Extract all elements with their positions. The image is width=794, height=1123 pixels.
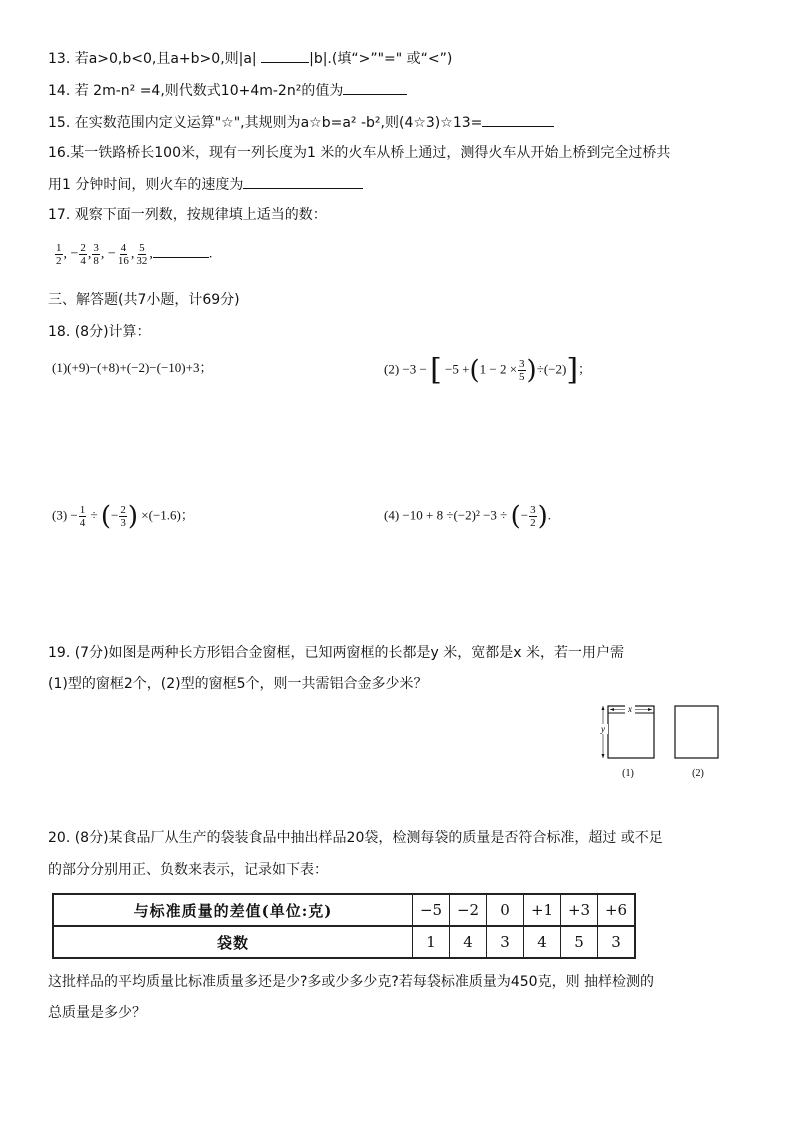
q20-line4-text: 总质量是多少？	[48, 1005, 146, 1021]
question-20-line2	[48, 860, 328, 880]
q15-text: 15. 在实数范围内定义运算"☆",其规则为a☆b=a² -b²,则(4☆3)☆13=	[48, 115, 483, 131]
window-frame-2	[675, 706, 718, 758]
q19-line2-text: (1)型的窗框2个，(2)型的窗框5个，则一共需铝合金多少米？	[48, 676, 428, 692]
q17-sequence	[54, 242, 212, 267]
question-13	[48, 48, 452, 69]
q20-line2-text: 的部分分别用正、负数来表示，记录如下表：	[48, 862, 328, 878]
section-3-heading	[48, 290, 240, 310]
q18-p2-d: ÷(−2)	[536, 361, 567, 377]
seq-sign: −	[107, 246, 116, 262]
table-row-header: 与标准质量的差值(单位:克)	[53, 894, 413, 926]
q13-answer-blank[interactable]	[261, 48, 309, 63]
q18-p4-end: .	[547, 507, 551, 523]
seq-tail: .	[208, 246, 213, 262]
seq-separator: ,	[63, 246, 67, 262]
frame-1-caption: (1)	[622, 768, 634, 779]
seq-sign: −	[70, 246, 79, 262]
q18-p2-a: (2) −3 −	[384, 361, 427, 377]
table-cell: 3	[598, 926, 636, 958]
table-cell: −5	[413, 894, 450, 926]
seq-fraction: $\frac{2}{4}$	[80, 242, 86, 267]
question-19-line1	[48, 643, 624, 663]
q18-p4-fraction: $\frac{3}{2}$	[530, 504, 536, 529]
table-cell: +1	[524, 894, 561, 926]
q13-text-b: |b|.(填“>”"=" 或“<”)	[309, 51, 453, 67]
seq-separator: ,	[87, 246, 92, 262]
y-label: y	[601, 724, 605, 734]
q20-line3-text: 这批样品的平均质量比标准质量多还是少?多或少多少克?若每袋标准质量为450克，则 抽样检测的	[48, 974, 655, 990]
table-cell: 1	[413, 926, 450, 958]
q18-p3-a: (3) −	[52, 507, 78, 523]
q17-text: 17. 观察下面一列数，按规律填上适当的数：	[48, 207, 327, 223]
q18-title: 18. (8分)计算：	[48, 324, 151, 340]
question-20-line1	[48, 828, 663, 848]
seq-fraction: $\frac{1}{2}$	[56, 242, 62, 267]
seq-fraction: $\frac{4}{16}$	[117, 242, 129, 267]
q16-line2-text: 用1 分钟时间，则火车的速度为	[48, 177, 244, 193]
q18-part-2: (2) −3 − [ −5 +(1 − 2 × $\frac{3}{5}$ )÷(−2)]；	[384, 352, 592, 388]
q16-answer-blank[interactable]	[243, 174, 363, 189]
x-label: x	[628, 704, 632, 714]
q18-p3-fraction-1: $\frac{1}{4}$	[79, 504, 86, 529]
q18-part-4: (4) −10 + 8 ÷(−2)² −3 ÷ (− $\frac{3}{2}$ ).	[384, 501, 551, 532]
question-16-line1	[48, 143, 670, 163]
q20-line1-text: 20. (8分)某食品厂从生产的袋装食品中抽出样品20袋，检测每袋的质量是否符合标准，超过 或不足	[48, 830, 663, 846]
y-arrow-top	[602, 706, 605, 710]
table-cell: 0	[487, 894, 524, 926]
y-arrow-bottom	[602, 754, 605, 758]
x-arrow-left	[610, 708, 614, 711]
table-cell: −2	[450, 894, 487, 926]
q18-part-3: (3) − $\frac{1}{4}$ ÷ (− $\frac{2}{3}$ ) ×(−1.6)；	[52, 501, 194, 532]
question-19-line2	[48, 674, 427, 694]
q19-line1-text: 19. (7分)如图是两种长方形铝合金窗框，已知两窗框的长都是y 米，宽都是x 米，若一用户需	[48, 645, 625, 661]
seq-separator: ,	[100, 246, 105, 262]
x-arrow-right	[648, 708, 652, 711]
seq-fraction: $\frac{3}{8}$	[93, 242, 99, 267]
q18-p2-c: 1 − 2 ×	[479, 361, 518, 377]
q18-p3-fraction-2: $\frac{2}{3}$	[120, 504, 126, 529]
seq-separator: ,	[130, 246, 135, 262]
q17-answer-blank[interactable]	[153, 245, 209, 258]
question-18	[48, 322, 151, 342]
seq-separator: ,	[149, 246, 153, 262]
q16-line1-text: 16.某一铁路桥长100米，现有一列长度为1 米的火车从桥上通过，测得火车从开始上桥到完全过桥共	[48, 145, 671, 161]
table-cell: +6	[598, 894, 636, 926]
question-20-line3	[48, 972, 654, 992]
q14-text: 14. 若 2m-n² =4,则代数式10+4m-2n²的值为	[48, 83, 344, 99]
question-17	[48, 205, 327, 225]
q18-p3-c: −	[111, 507, 119, 523]
table-row	[53, 894, 635, 926]
table-cell: 5	[561, 926, 598, 958]
question-16-line2	[48, 174, 363, 195]
question-20-line4	[48, 1003, 146, 1023]
q18-p2-b: −5 +	[445, 361, 470, 377]
table-cell: +3	[561, 894, 598, 926]
q18-p4-a: (4) −10 + 8 ÷(−2)² −3 ÷	[384, 507, 508, 523]
q13-text-a: 13. 若a>0,b<0,且a+b>0,则|a|	[48, 51, 262, 67]
section-3-text: 三、解答题(共7小题，计69分)	[48, 292, 240, 308]
q18-p3-b: ÷	[90, 507, 98, 523]
question-15	[48, 112, 554, 133]
window-frames-figure	[590, 698, 730, 784]
quality-difference-table	[52, 893, 636, 959]
q18-p4-b: −	[520, 507, 529, 523]
q18-p3-d: ×(−1.6)；	[141, 507, 194, 523]
table-cell: 4	[524, 926, 561, 958]
seq-fraction: $\frac{5}{32}$	[136, 242, 148, 267]
q18-p1-text: (1)(+9)−(+8)+(−2)−(−10)+3；	[52, 360, 213, 375]
question-14	[48, 80, 407, 101]
q18-p2-end: ；	[578, 361, 592, 377]
q18-part-1	[52, 358, 212, 378]
q15-answer-blank[interactable]	[482, 112, 554, 127]
q18-p2-fraction: $\frac{3}{5}$	[519, 358, 525, 383]
table-cell: 3	[487, 926, 524, 958]
table-cell: 4	[450, 926, 487, 958]
table-row-header: 袋数	[53, 926, 413, 958]
table-row	[53, 926, 635, 958]
q14-answer-blank[interactable]	[343, 80, 407, 95]
frame-2-caption: (2)	[692, 768, 704, 779]
